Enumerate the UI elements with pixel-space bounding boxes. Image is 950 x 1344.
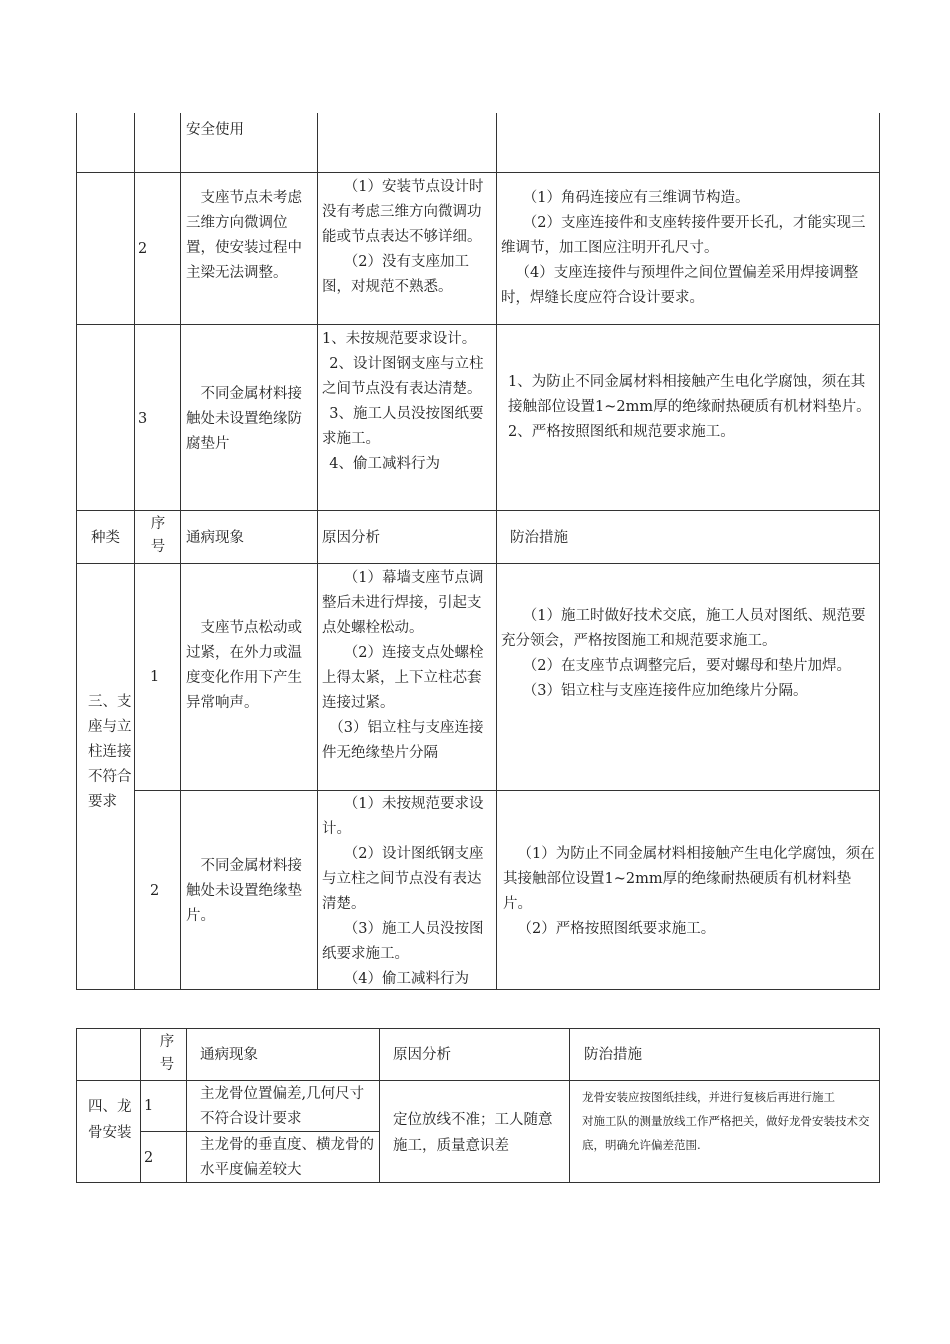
grid-line (76, 324, 880, 325)
measures-cell (508, 370, 878, 445)
grid-line (76, 1182, 880, 1183)
row-number: 2 (150, 883, 160, 899)
cause-line: （4）偷工减料行为 (343, 971, 469, 987)
grid-line (76, 510, 77, 990)
row-number: 1 (144, 1098, 154, 1114)
measure-line: （2）支座连接件和支座转接件要开长孔，才能实现三维调节，加工图应注明开孔尺寸。 (501, 215, 866, 256)
cause-line: （2）没有支座加工图，对规范不熟悉。 (322, 254, 469, 295)
header-no: 序号 (150, 516, 166, 555)
cause-line: （3）施工人员没按图纸要求施工。 (322, 921, 484, 962)
grid-line (879, 510, 880, 990)
cause-cell (322, 327, 492, 509)
measures-cell (501, 604, 877, 704)
phenomenon-cell: 主龙骨的垂直度、横龙骨的水平度偏差较大 (200, 1137, 374, 1178)
cause-line: （3）铝立柱与支座连接件无绝缘垫片分隔 (322, 720, 484, 761)
grid-line (76, 1028, 880, 1029)
measures-cell (501, 186, 877, 311)
measure-line: （1）施工时做好技术交底，施工人员对图纸、规范要充分领会，严格按图施工和规范要求施工。 (501, 608, 866, 649)
cause-cell (322, 566, 492, 789)
cause-line: （2）设计图纸钢支座与立柱之间节点没有表达清楚。 (322, 846, 484, 912)
cause-cell: 定位放线不准；工人随意施工，质量意识差 (393, 1112, 553, 1154)
measure-line: 2、严格按照图纸和规范要求施工。 (508, 424, 735, 440)
header-phenomenon: 通病现象 (186, 530, 244, 546)
header-phenomenon: 通病现象 (200, 1047, 258, 1063)
header-measures: 防治措施 (584, 1047, 642, 1063)
grid-line (180, 510, 181, 990)
cause-line: （1）幕墙支座节点调整后未进行焊接，引起支点处螺栓松动。 (322, 570, 484, 636)
cause-cell (322, 175, 492, 323)
measures-cell (503, 842, 877, 942)
phenomenon-cell: 安全使用 (186, 122, 244, 138)
grid-line (76, 1080, 880, 1081)
row-number: 2 (144, 1150, 154, 1166)
phenomenon-cell: 不同金属材料接触处未设置绝缘垫片。 (186, 858, 302, 924)
phenomenon-cell: 支座节点未考虑三维方向微调位置，使安装过程中主梁无法调整。 (186, 190, 302, 281)
category-cell: 四、龙骨安装 (88, 1099, 132, 1141)
grid-line (76, 1028, 77, 1183)
measure-line: （4）支座连接件与预埋件之间位置偏差采用焊接调整时，焊缝长度应符合设计要求。 (501, 265, 859, 306)
phenomenon-cell: 不同金属材料接触处未设置绝缘防腐垫片 (186, 386, 302, 452)
measure-line: （1）为防止不同金属材料相接触产生电化学腐蚀，须在其接触部位设置1~2mm厚的绝缘耐热硬质有机材料垫片。 (503, 846, 875, 912)
grid-line (76, 510, 880, 511)
header-cause: 原因分析 (322, 530, 380, 546)
measure-line: （2）在支座节点调整完后，要对螺母和垫片加焊。 (522, 658, 851, 674)
cause-line: （2）连接支点处螺栓上得太紧，上下立柱芯套连接过紧。 (322, 645, 484, 711)
cause-line: 4、偷工减料行为 (329, 456, 440, 472)
grid-line (76, 989, 880, 990)
grid-line (76, 563, 880, 564)
cause-line: 3、施工人员没按图纸要求施工。 (322, 406, 484, 447)
grid-line (496, 510, 497, 990)
measure-line: 龙骨安装应按图纸挂线，并进行复核后再进行施工 (582, 1090, 835, 1104)
phenomenon-cell: 主龙骨位置偏差,几何尺寸不符合设计要求 (200, 1086, 365, 1127)
cause-line: 2、设计图钢支座与立柱之间节点没有表达清楚。 (322, 356, 484, 397)
cause-line: （1）未按规范要求设计。 (322, 796, 484, 837)
header-category: 种类 (91, 530, 120, 546)
cause-line: 1、未按规范要求设计。 (322, 331, 477, 347)
grid-line (879, 1028, 880, 1183)
grid-line (134, 790, 880, 791)
header-measures: 防治措施 (510, 530, 568, 546)
grid-line (317, 510, 318, 990)
category-cell: 三、支座与立柱连接不符合要求 (88, 694, 132, 810)
measure-line: （3）铝立柱与支座连接件应加绝缘片分隔。 (522, 683, 808, 699)
grid-line (186, 1028, 187, 1183)
grid-line (76, 172, 880, 173)
measures-cell (582, 1085, 876, 1157)
header-no: 序号 (159, 1034, 175, 1073)
grid-line (379, 1028, 380, 1183)
row-number: 2 (138, 241, 148, 257)
row-number: 1 (150, 669, 160, 685)
grid-line (569, 1028, 570, 1183)
cause-line: （1）安装节点设计时没有考虑三维方向微调功能或节点表达不够详细。 (322, 179, 484, 245)
measure-line: 对施工队的测量放线工作严格把关，做好龙骨安装技术交底，明确允许偏差范围. (582, 1114, 870, 1152)
measure-line: 1、为防止不同金属材料相接触产生电化学腐蚀，须在其接触部位设置1~2mm厚的绝缘耐热硬质有机材料垫片。 (508, 374, 871, 415)
measure-line: （2）严格按照图纸要求施工。 (517, 921, 716, 937)
phenomenon-cell: 支座节点松动或过紧，在外力或温度变化作用下产生异常响声。 (186, 620, 302, 711)
header-cause: 原因分析 (393, 1047, 451, 1063)
measure-line: （1）角码连接应有三维调节构造。 (522, 190, 750, 206)
grid-line (140, 1028, 141, 1183)
grid-line (134, 510, 135, 990)
cause-cell (322, 792, 492, 988)
row-number: 3 (138, 411, 148, 427)
